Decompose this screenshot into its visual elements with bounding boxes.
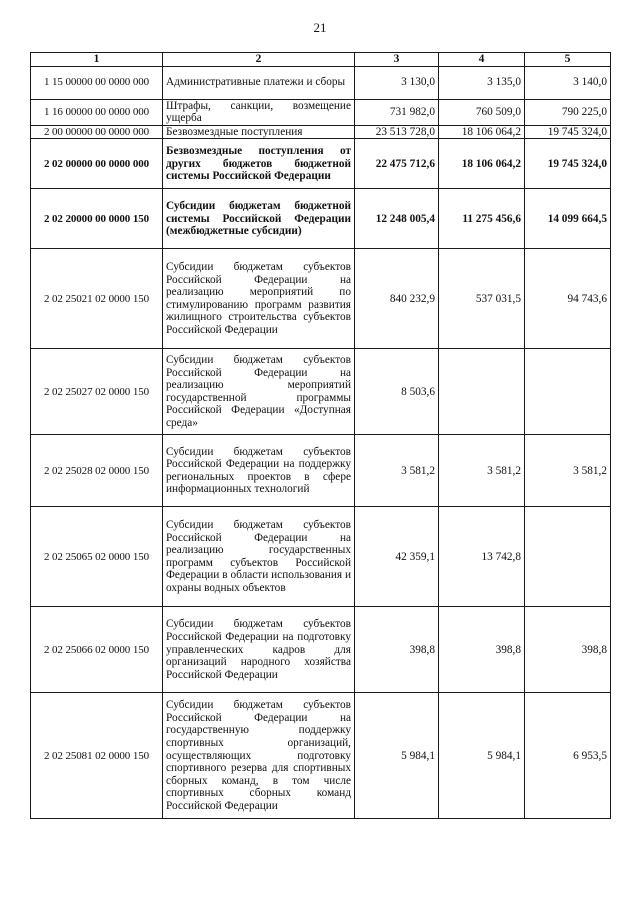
table-row	[31, 99, 611, 125]
table-row	[31, 189, 611, 249]
table-header-row	[31, 53, 611, 67]
code-cell: 2 02 25028 02 0000 150	[31, 435, 163, 507]
table-row	[31, 693, 611, 819]
value-cell-year-1: 42 359,1	[355, 507, 439, 607]
table-row	[31, 139, 611, 189]
name-cell: Субсидии бюджетам субъектов Российской Федерации на реализацию государственных программ субъектов Российской Федерации в области использования и охраны водных объектов	[163, 507, 355, 607]
name-cell: Субсидии бюджетам субъектов Российской Федерации на государственную поддержку спортивных организаций, осуществляющих подготовку спортивного резерва для спортивных сборных команд, в том числе спортивных сборных команд Российской Федерации	[163, 693, 355, 819]
value-cell-year-2: 760 509,0	[439, 99, 525, 125]
value-cell-year-3	[525, 507, 611, 607]
code-cell: 2 02 25081 02 0000 150	[31, 693, 163, 819]
value-cell-year-3: 19 745 324,0	[525, 125, 611, 139]
table-row	[31, 607, 611, 693]
code-cell: 2 02 00000 00 0000 000	[31, 139, 163, 189]
value-cell-year-1: 840 232,9	[355, 249, 439, 349]
value-cell-year-1: 8 503,6	[355, 349, 439, 435]
value-cell-year-2: 537 031,5	[439, 249, 525, 349]
value-cell-year-3: 14 099 664,5	[525, 189, 611, 249]
code-cell: 2 00 00000 00 0000 000	[31, 125, 163, 139]
value-cell-year-2: 3 135,0	[439, 66, 525, 99]
value-cell-year-1: 3 581,2	[355, 435, 439, 507]
value-cell-year-3	[525, 349, 611, 435]
value-cell-year-3: 94 743,6	[525, 249, 611, 349]
name-cell: Безвозмездные поступления	[163, 125, 355, 139]
code-cell: 2 02 25027 02 0000 150	[31, 349, 163, 435]
column-header-year-2: 4	[439, 53, 525, 67]
value-cell-year-2: 11 275 456,6	[439, 189, 525, 249]
column-header-year-3: 5	[525, 53, 611, 67]
value-cell-year-2: 398,8	[439, 607, 525, 693]
value-cell-year-1: 22 475 712,6	[355, 139, 439, 189]
value-cell-year-2: 5 984,1	[439, 693, 525, 819]
name-cell: Субсидии бюджетам субъектов Российской Федерации на поддержку региональных проектов в сфере информационных технологий	[163, 435, 355, 507]
value-cell-year-3: 790 225,0	[525, 99, 611, 125]
name-cell: Субсидии бюджетам бюджетной системы Российской Федерации (межбюджетные субсидии)	[163, 189, 355, 249]
name-cell: Субсидии бюджетам субъектов Российской Федерации на реализацию мероприятий государственной программы Российской Федерации «Доступная среда»	[163, 349, 355, 435]
budget-table	[30, 52, 611, 819]
value-cell-year-3: 6 953,5	[525, 693, 611, 819]
value-cell-year-2	[439, 349, 525, 435]
value-cell-year-1: 731 982,0	[355, 99, 439, 125]
table-row	[31, 125, 611, 139]
value-cell-year-1: 12 248 005,4	[355, 189, 439, 249]
value-cell-year-2: 13 742,8	[439, 507, 525, 607]
column-header-year-1: 3	[355, 53, 439, 67]
table-body	[31, 66, 611, 819]
value-cell-year-2: 3 581,2	[439, 435, 525, 507]
table-row	[31, 507, 611, 607]
table-row	[31, 66, 611, 99]
value-cell-year-3: 398,8	[525, 607, 611, 693]
code-cell: 1 16 00000 00 0000 000	[31, 99, 163, 125]
value-cell-year-3: 19 745 324,0	[525, 139, 611, 189]
name-cell: Субсидии бюджетам субъектов Российской Федерации на подготовку управленческих кадров для организаций народного хозяйства Российской Федерации	[163, 607, 355, 693]
code-cell: 1 15 00000 00 0000 000	[31, 66, 163, 99]
value-cell-year-1: 5 984,1	[355, 693, 439, 819]
value-cell-year-2: 18 106 064,2	[439, 139, 525, 189]
code-cell: 2 02 25066 02 0000 150	[31, 607, 163, 693]
value-cell-year-1: 23 513 728,0	[355, 125, 439, 139]
page-number: 21	[313, 20, 327, 35]
name-cell: Штрафы, санкции, возмещение ущерба	[163, 99, 355, 125]
table-row	[31, 249, 611, 349]
name-cell: Субсидии бюджетам субъектов Российской Федерации на реализацию мероприятий по стимулированию программ развития жилищного строительства субъектов Российской Федерации	[163, 249, 355, 349]
name-cell: Безвозмездные поступления от других бюджетов бюджетной системы Российской Федерации	[163, 139, 355, 189]
value-cell-year-1: 3 130,0	[355, 66, 439, 99]
value-cell-year-2: 18 106 064,2	[439, 125, 525, 139]
column-header-name: 2	[163, 53, 355, 67]
code-cell: 2 02 25021 02 0000 150	[31, 249, 163, 349]
table-row	[31, 435, 611, 507]
value-cell-year-3: 3 140,0	[525, 66, 611, 99]
column-header-code: 1	[31, 53, 163, 67]
value-cell-year-3: 3 581,2	[525, 435, 611, 507]
code-cell: 2 02 20000 00 0000 150	[31, 189, 163, 249]
name-cell: Административные платежи и сборы	[163, 66, 355, 99]
value-cell-year-1: 398,8	[355, 607, 439, 693]
table-row	[31, 349, 611, 435]
code-cell: 2 02 25065 02 0000 150	[31, 507, 163, 607]
